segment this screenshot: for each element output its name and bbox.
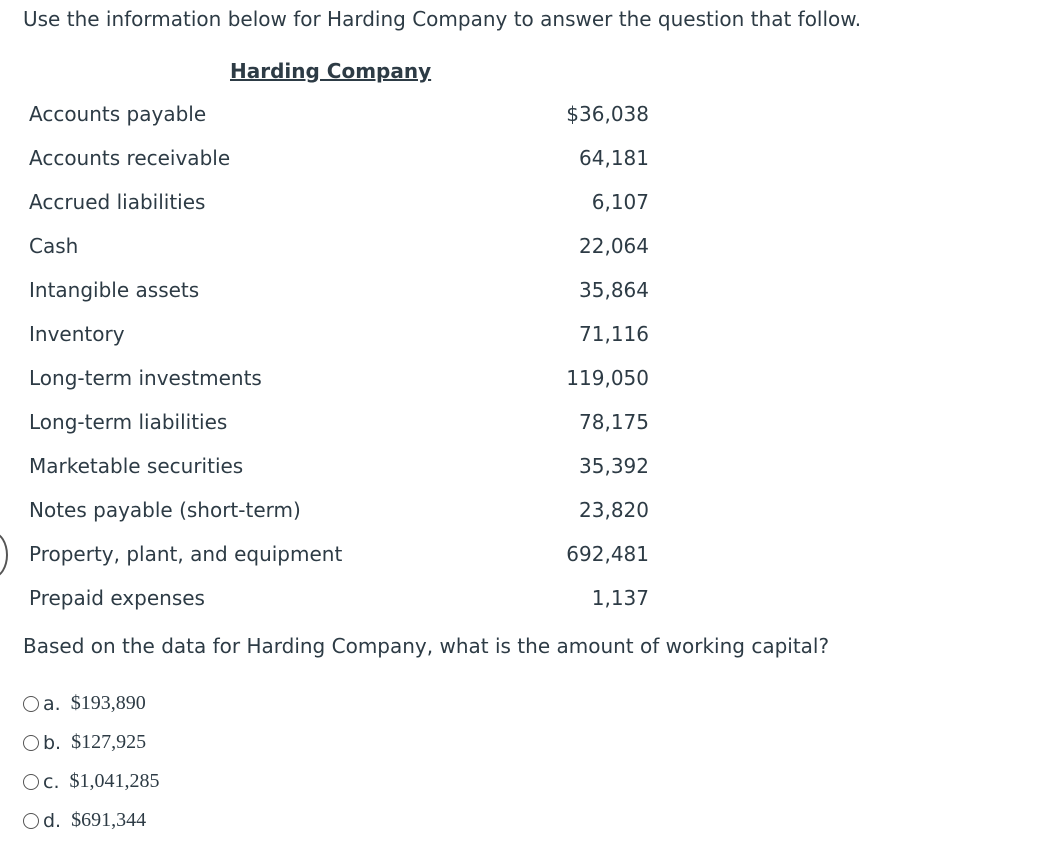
radio-button-c[interactable] (23, 774, 39, 790)
row-value: 35,864 (579, 278, 649, 302)
answer-options (23, 684, 160, 840)
table-row (29, 584, 649, 628)
table-row (29, 496, 649, 540)
row-label: Long-term liabilities (29, 410, 228, 434)
row-label: Long-term investments (29, 366, 262, 390)
row-value: 23,820 (579, 498, 649, 522)
option-letter: b. (43, 731, 62, 754)
row-value: 1,137 (591, 586, 649, 610)
account-table (29, 100, 649, 628)
option-d[interactable] (23, 801, 160, 840)
radio-button-b[interactable] (23, 735, 39, 751)
row-value: 35,392 (579, 454, 649, 478)
row-value: 78,175 (579, 410, 649, 434)
row-value: 71,116 (579, 322, 649, 346)
option-value: $691,344 (71, 809, 147, 831)
table-row (29, 540, 649, 584)
row-value: 6,107 (591, 190, 649, 214)
table-row (29, 232, 649, 276)
row-value: 119,050 (566, 366, 649, 390)
table-row (29, 408, 649, 452)
intro-text: Use the information below for Harding Company to answer the question that follow. (23, 7, 862, 31)
row-label: Notes payable (short-term) (29, 498, 301, 522)
company-heading: Harding Company (230, 59, 432, 83)
row-label: Intangible assets (29, 278, 200, 302)
option-letter: c. (43, 770, 60, 793)
table-row (29, 144, 649, 188)
option-value: $1,041,285 (69, 770, 160, 792)
table-row (29, 276, 649, 320)
row-label: Accounts payable (29, 102, 207, 126)
question-text: Based on the data for Harding Company, what is the amount of working capital? (23, 634, 830, 658)
radio-button-a[interactable] (23, 696, 39, 712)
radio-button-d[interactable] (23, 813, 39, 829)
option-value: $127,925 (71, 731, 147, 753)
table-row (29, 188, 649, 232)
table-row (29, 100, 649, 144)
option-b[interactable] (23, 723, 160, 762)
row-label: Accounts receivable (29, 146, 231, 170)
option-a[interactable] (23, 684, 160, 723)
row-label: Property, plant, and equipment (29, 542, 343, 566)
row-value: 692,481 (566, 542, 649, 566)
option-value: $193,890 (70, 692, 146, 714)
option-c[interactable] (23, 762, 160, 801)
row-label: Accrued liabilities (29, 190, 206, 214)
row-label: Cash (29, 234, 79, 258)
row-label: Prepaid expenses (29, 586, 205, 610)
row-value: 64,181 (579, 146, 649, 170)
option-letter: d. (43, 809, 62, 832)
row-label: Inventory (29, 322, 125, 346)
side-marker-circle (0, 532, 8, 578)
table-row (29, 364, 649, 408)
table-row (29, 320, 649, 364)
row-value: $36,038 (566, 102, 649, 126)
row-value: 22,064 (579, 234, 649, 258)
row-label: Marketable securities (29, 454, 244, 478)
table-row (29, 452, 649, 496)
option-letter: a. (43, 692, 61, 715)
